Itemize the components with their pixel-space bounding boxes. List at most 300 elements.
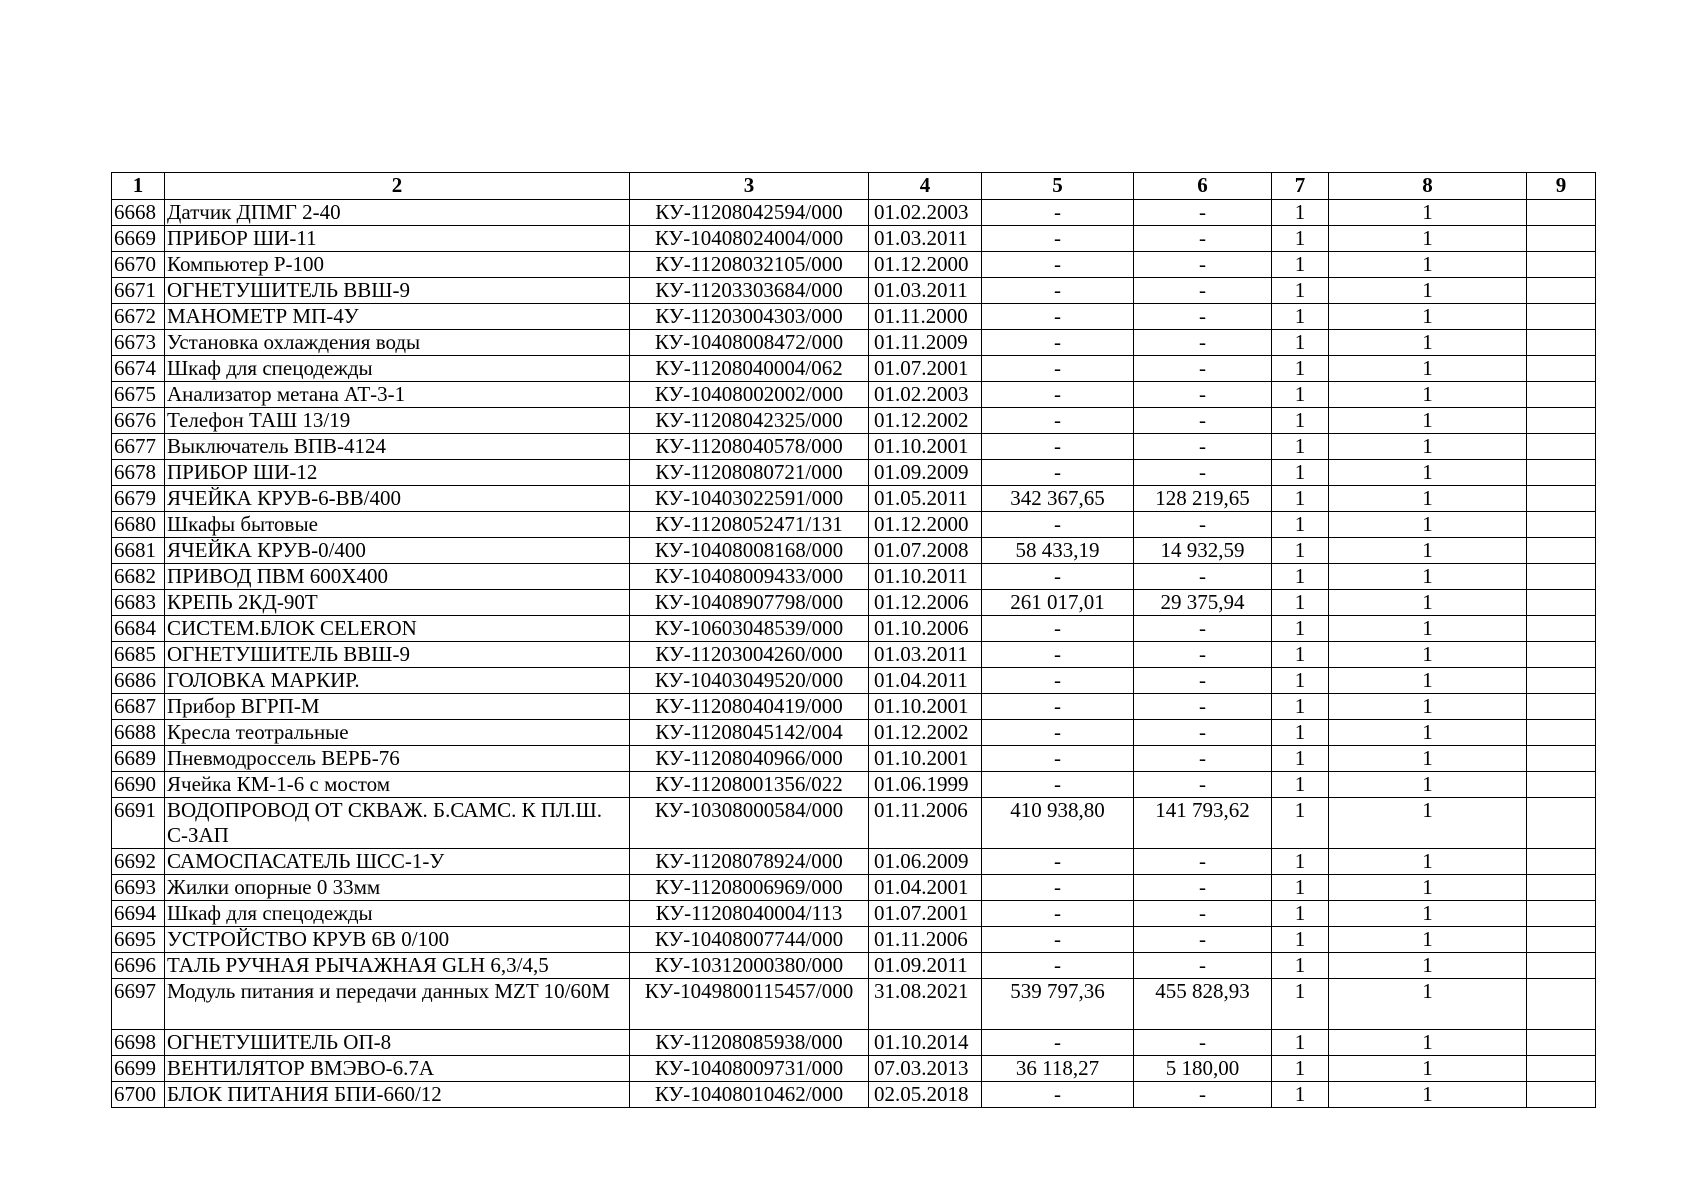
date: 01.12.2000 <box>869 512 982 538</box>
inventory-code: КУ-10408009731/000 <box>630 1056 869 1082</box>
value-col-6: 14 932,59 <box>1134 538 1272 564</box>
table-row <box>112 875 1596 901</box>
item-name: ОГНЕТУШИТЕЛЬ ВВШ-9 <box>165 278 630 304</box>
date: 01.03.2011 <box>869 278 982 304</box>
value-col-6: - <box>1134 849 1272 875</box>
value-col-5: - <box>982 953 1134 979</box>
value-col-8: 1 <box>1329 668 1527 694</box>
value-col-7: 1 <box>1272 564 1329 590</box>
item-name: КРЕПЬ 2КД-90Т <box>165 590 630 616</box>
inventory-code: КУ-11208040004/062 <box>630 356 869 382</box>
table-row <box>112 901 1596 927</box>
row-number: 6672 <box>112 304 165 330</box>
inventory-code: КУ-11208032105/000 <box>630 252 869 278</box>
inventory-code: КУ-11203004303/000 <box>630 304 869 330</box>
date: 01.07.2008 <box>869 538 982 564</box>
table-row <box>112 408 1596 434</box>
date: 01.12.2002 <box>869 408 982 434</box>
table-row <box>112 694 1596 720</box>
value-col-6: - <box>1134 460 1272 486</box>
column-header-9: 9 <box>1527 173 1596 200</box>
value-col-8: 1 <box>1329 875 1527 901</box>
value-col-8: 1 <box>1329 953 1527 979</box>
column-header-7: 7 <box>1272 173 1329 200</box>
row-number: 6691 <box>112 798 165 849</box>
item-name: САМОСПАСАТЕЛЬ ШСС-1-У <box>165 849 630 875</box>
value-col-7: 1 <box>1272 772 1329 798</box>
item-name: ТАЛЬ РУЧНАЯ РЫЧАЖНАЯ GLH 6,3/4,5 <box>165 953 630 979</box>
inventory-code: КУ-11208040578/000 <box>630 434 869 460</box>
table-row <box>112 382 1596 408</box>
value-col-5: - <box>982 901 1134 927</box>
date: 01.03.2011 <box>869 226 982 252</box>
value-col-5: - <box>982 668 1134 694</box>
item-name: Компьютер Р-100 <box>165 252 630 278</box>
item-name: ОГНЕТУШИТЕЛЬ ОП-8 <box>165 1030 630 1056</box>
value-col-8: 1 <box>1329 616 1527 642</box>
row-number: 6700 <box>112 1082 165 1108</box>
row-number: 6668 <box>112 200 165 226</box>
value-col-5: - <box>982 564 1134 590</box>
inventory-code: КУ-11208040004/113 <box>630 901 869 927</box>
date: 01.11.2006 <box>869 927 982 953</box>
value-col-9 <box>1527 434 1596 460</box>
value-col-7: 1 <box>1272 953 1329 979</box>
inventory-code: КУ-10408007744/000 <box>630 927 869 953</box>
value-col-7: 1 <box>1272 642 1329 668</box>
value-col-9 <box>1527 694 1596 720</box>
date: 01.10.2014 <box>869 1030 982 1056</box>
row-number: 6694 <box>112 901 165 927</box>
value-col-9 <box>1527 901 1596 927</box>
value-col-7: 1 <box>1272 1030 1329 1056</box>
table-row <box>112 772 1596 798</box>
value-col-5: - <box>982 304 1134 330</box>
value-col-7: 1 <box>1272 720 1329 746</box>
value-col-5: - <box>982 642 1134 668</box>
value-col-8: 1 <box>1329 538 1527 564</box>
row-number: 6697 <box>112 979 165 1030</box>
value-col-6: - <box>1134 875 1272 901</box>
date: 01.10.2001 <box>869 694 982 720</box>
date: 01.03.2011 <box>869 642 982 668</box>
value-col-8: 1 <box>1329 460 1527 486</box>
value-col-6: - <box>1134 668 1272 694</box>
item-name: ОГНЕТУШИТЕЛЬ ВВШ-9 <box>165 642 630 668</box>
value-col-8: 1 <box>1329 278 1527 304</box>
column-header-3: 3 <box>630 173 869 200</box>
value-col-9 <box>1527 564 1596 590</box>
table-row <box>112 953 1596 979</box>
value-col-5: - <box>982 200 1134 226</box>
row-number: 6699 <box>112 1056 165 1082</box>
row-number: 6690 <box>112 772 165 798</box>
value-col-8: 1 <box>1329 304 1527 330</box>
value-col-5: - <box>982 746 1134 772</box>
value-col-5: - <box>982 382 1134 408</box>
date: 31.08.2021 <box>869 979 982 1030</box>
item-name: ПРИБОР ШИ-12 <box>165 460 630 486</box>
value-col-6: - <box>1134 200 1272 226</box>
value-col-5: - <box>982 252 1134 278</box>
inventory-code: КУ-1049800115457/000 <box>630 979 869 1030</box>
value-col-8: 1 <box>1329 798 1527 849</box>
value-col-5: - <box>982 1030 1134 1056</box>
inventory-code: КУ-10312000380/000 <box>630 953 869 979</box>
value-col-6: - <box>1134 720 1272 746</box>
date: 01.10.2001 <box>869 746 982 772</box>
item-name: СИСТЕМ.БЛОК CELERON <box>165 616 630 642</box>
value-col-8: 1 <box>1329 1082 1527 1108</box>
row-number: 6678 <box>112 460 165 486</box>
value-col-8: 1 <box>1329 226 1527 252</box>
value-col-9 <box>1527 200 1596 226</box>
value-col-8: 1 <box>1329 720 1527 746</box>
value-col-5: - <box>982 720 1134 746</box>
value-col-7: 1 <box>1272 875 1329 901</box>
inventory-code: КУ-11208052471/131 <box>630 512 869 538</box>
value-col-7: 1 <box>1272 252 1329 278</box>
table-row <box>112 200 1596 226</box>
row-number: 6675 <box>112 382 165 408</box>
table-row <box>112 616 1596 642</box>
column-header-2: 2 <box>165 173 630 200</box>
date: 01.07.2001 <box>869 356 982 382</box>
table-row <box>112 460 1596 486</box>
inventory-code: КУ-11203004260/000 <box>630 642 869 668</box>
inventory-code: КУ-10408024004/000 <box>630 226 869 252</box>
value-col-7: 1 <box>1272 1056 1329 1082</box>
value-col-8: 1 <box>1329 408 1527 434</box>
value-col-6: - <box>1134 278 1272 304</box>
value-col-8: 1 <box>1329 252 1527 278</box>
value-col-7: 1 <box>1272 849 1329 875</box>
value-col-5: - <box>982 616 1134 642</box>
table-row <box>112 849 1596 875</box>
row-number: 6685 <box>112 642 165 668</box>
inventory-code: КУ-11203303684/000 <box>630 278 869 304</box>
date: 01.10.2006 <box>869 616 982 642</box>
inventory-code: КУ-11208001356/022 <box>630 772 869 798</box>
table-row <box>112 1082 1596 1108</box>
value-col-8: 1 <box>1329 590 1527 616</box>
row-number: 6686 <box>112 668 165 694</box>
date: 02.05.2018 <box>869 1082 982 1108</box>
value-col-7: 1 <box>1272 408 1329 434</box>
value-col-9 <box>1527 408 1596 434</box>
date: 01.12.2000 <box>869 252 982 278</box>
value-col-9 <box>1527 1082 1596 1108</box>
value-col-8: 1 <box>1329 356 1527 382</box>
item-name: ЯЧЕЙКА КРУВ-0/400 <box>165 538 630 564</box>
value-col-7: 1 <box>1272 538 1329 564</box>
row-number: 6669 <box>112 226 165 252</box>
row-number: 6698 <box>112 1030 165 1056</box>
inventory-code: КУ-11208042594/000 <box>630 200 869 226</box>
inventory-code: КУ-11208085938/000 <box>630 1030 869 1056</box>
item-name: МАНОМЕТР МП-4У <box>165 304 630 330</box>
date: 01.04.2011 <box>869 668 982 694</box>
item-name: Шкафы бытовые <box>165 512 630 538</box>
row-number: 6687 <box>112 694 165 720</box>
value-col-9 <box>1527 304 1596 330</box>
value-col-6: - <box>1134 382 1272 408</box>
inventory-code: КУ-10603048539/000 <box>630 616 869 642</box>
item-name: Анализатор метана АТ-3-1 <box>165 382 630 408</box>
item-name: Выключатель ВПВ-4124 <box>165 434 630 460</box>
item-name: Кресла теотральные <box>165 720 630 746</box>
inventory-code: КУ-10403022591/000 <box>630 486 869 512</box>
value-col-6: - <box>1134 304 1272 330</box>
item-name: ПРИБОР ШИ-11 <box>165 226 630 252</box>
value-col-6: - <box>1134 927 1272 953</box>
value-col-8: 1 <box>1329 330 1527 356</box>
date: 01.09.2011 <box>869 953 982 979</box>
value-col-7: 1 <box>1272 486 1329 512</box>
value-col-6: - <box>1134 746 1272 772</box>
value-col-5: 342 367,65 <box>982 486 1134 512</box>
value-col-8: 1 <box>1329 694 1527 720</box>
column-header-4: 4 <box>869 173 982 200</box>
value-col-9 <box>1527 330 1596 356</box>
value-col-8: 1 <box>1329 434 1527 460</box>
row-number: 6674 <box>112 356 165 382</box>
column-header-5: 5 <box>982 173 1134 200</box>
value-col-7: 1 <box>1272 512 1329 538</box>
value-col-6: - <box>1134 226 1272 252</box>
value-col-6: - <box>1134 434 1272 460</box>
value-col-7: 1 <box>1272 226 1329 252</box>
item-name: Шкаф для спецодежды <box>165 901 630 927</box>
inventory-code: КУ-11208040419/000 <box>630 694 869 720</box>
value-col-7: 1 <box>1272 382 1329 408</box>
inventory-table <box>111 172 1596 1108</box>
value-col-9 <box>1527 849 1596 875</box>
value-col-9 <box>1527 642 1596 668</box>
column-header-6: 6 <box>1134 173 1272 200</box>
column-header-1: 1 <box>112 173 165 200</box>
value-col-5: - <box>982 356 1134 382</box>
value-col-7: 1 <box>1272 927 1329 953</box>
date: 01.12.2002 <box>869 720 982 746</box>
row-number: 6681 <box>112 538 165 564</box>
date: 01.06.1999 <box>869 772 982 798</box>
row-number: 6677 <box>112 434 165 460</box>
value-col-9 <box>1527 875 1596 901</box>
inventory-code: КУ-10408008168/000 <box>630 538 869 564</box>
value-col-5: - <box>982 226 1134 252</box>
item-name: Пневмодроссель ВЕРБ-76 <box>165 746 630 772</box>
table-row <box>112 226 1596 252</box>
value-col-5: 539 797,36 <box>982 979 1134 1030</box>
date: 01.07.2001 <box>869 901 982 927</box>
row-number: 6688 <box>112 720 165 746</box>
value-col-7: 1 <box>1272 616 1329 642</box>
date: 01.04.2001 <box>869 875 982 901</box>
value-col-7: 1 <box>1272 200 1329 226</box>
date: 01.09.2009 <box>869 460 982 486</box>
header-row <box>112 173 1596 200</box>
value-col-7: 1 <box>1272 1082 1329 1108</box>
table-row <box>112 564 1596 590</box>
value-col-6: - <box>1134 901 1272 927</box>
table-row <box>112 434 1596 460</box>
value-col-9 <box>1527 927 1596 953</box>
date: 07.03.2013 <box>869 1056 982 1082</box>
value-col-5: - <box>982 330 1134 356</box>
value-col-6: - <box>1134 694 1272 720</box>
value-col-7: 1 <box>1272 356 1329 382</box>
value-col-6: 128 219,65 <box>1134 486 1272 512</box>
inventory-code: КУ-10408008472/000 <box>630 330 869 356</box>
value-col-7: 1 <box>1272 330 1329 356</box>
value-col-7: 1 <box>1272 979 1329 1030</box>
value-col-9 <box>1527 772 1596 798</box>
value-col-6: 29 375,94 <box>1134 590 1272 616</box>
value-col-8: 1 <box>1329 1030 1527 1056</box>
value-col-5: - <box>982 849 1134 875</box>
value-col-9 <box>1527 278 1596 304</box>
value-col-8: 1 <box>1329 642 1527 668</box>
inventory-code: КУ-10403049520/000 <box>630 668 869 694</box>
value-col-9 <box>1527 226 1596 252</box>
value-col-8: 1 <box>1329 486 1527 512</box>
value-col-6: - <box>1134 564 1272 590</box>
value-col-5: 58 433,19 <box>982 538 1134 564</box>
value-col-7: 1 <box>1272 668 1329 694</box>
row-number: 6684 <box>112 616 165 642</box>
table-row <box>112 252 1596 278</box>
inventory-code: КУ-11208040966/000 <box>630 746 869 772</box>
value-col-8: 1 <box>1329 200 1527 226</box>
row-number: 6671 <box>112 278 165 304</box>
value-col-7: 1 <box>1272 460 1329 486</box>
value-col-5: - <box>982 434 1134 460</box>
value-col-9 <box>1527 486 1596 512</box>
inventory-code: КУ-11208080721/000 <box>630 460 869 486</box>
value-col-8: 1 <box>1329 746 1527 772</box>
item-name: Прибор ВГРП-М <box>165 694 630 720</box>
item-name: Жилки опорные 0 33мм <box>165 875 630 901</box>
item-name: ЯЧЕЙКА КРУВ-6-ВВ/400 <box>165 486 630 512</box>
table-row <box>112 668 1596 694</box>
inventory-code: КУ-11208042325/000 <box>630 408 869 434</box>
value-col-7: 1 <box>1272 798 1329 849</box>
item-name: Ячейка КМ-1-6 с мостом <box>165 772 630 798</box>
value-col-7: 1 <box>1272 434 1329 460</box>
row-number: 6683 <box>112 590 165 616</box>
value-col-9 <box>1527 252 1596 278</box>
item-name: Телефон ТАШ 13/19 <box>165 408 630 434</box>
item-name: Установка охлаждения воды <box>165 330 630 356</box>
date: 01.11.2009 <box>869 330 982 356</box>
inventory-code: КУ-10408009433/000 <box>630 564 869 590</box>
value-col-5: - <box>982 408 1134 434</box>
value-col-9 <box>1527 746 1596 772</box>
date: 01.11.2000 <box>869 304 982 330</box>
row-number: 6676 <box>112 408 165 434</box>
row-number: 6695 <box>112 927 165 953</box>
item-name: ГОЛОВКА МАРКИР. <box>165 668 630 694</box>
item-name: Модуль питания и передачи данных MZT 10/60М <box>165 979 630 1030</box>
value-col-7: 1 <box>1272 590 1329 616</box>
item-name: ВЕНТИЛЯТОР ВМЭВО-6.7А <box>165 1056 630 1082</box>
value-col-5: - <box>982 927 1134 953</box>
table-row <box>112 979 1596 1030</box>
value-col-6: - <box>1134 408 1272 434</box>
inventory-code: КУ-11208006969/000 <box>630 875 869 901</box>
value-col-9 <box>1527 668 1596 694</box>
value-col-5: - <box>982 278 1134 304</box>
table-row <box>112 356 1596 382</box>
row-number: 6680 <box>112 512 165 538</box>
item-name: ПРИВОД ПВМ 600Х400 <box>165 564 630 590</box>
value-col-8: 1 <box>1329 1056 1527 1082</box>
value-col-9 <box>1527 1030 1596 1056</box>
table-row <box>112 278 1596 304</box>
date: 01.11.2006 <box>869 798 982 849</box>
value-col-9 <box>1527 953 1596 979</box>
table-row <box>112 746 1596 772</box>
row-number: 6673 <box>112 330 165 356</box>
value-col-9 <box>1527 590 1596 616</box>
item-name: Датчик ДПМГ 2-40 <box>165 200 630 226</box>
value-col-6: 455 828,93 <box>1134 979 1272 1030</box>
value-col-5: 36 118,27 <box>982 1056 1134 1082</box>
value-col-6: - <box>1134 1030 1272 1056</box>
value-col-5: - <box>982 1082 1134 1108</box>
item-name: Шкаф для спецодежды <box>165 356 630 382</box>
value-col-6: - <box>1134 772 1272 798</box>
value-col-5: - <box>982 875 1134 901</box>
value-col-6: - <box>1134 616 1272 642</box>
table-row <box>112 1056 1596 1082</box>
table-row <box>112 486 1596 512</box>
row-number: 6693 <box>112 875 165 901</box>
value-col-7: 1 <box>1272 694 1329 720</box>
item-name: ВОДОПРОВОД ОТ СКВАЖ. Б.САМС. К ПЛ.Ш. С-ЗАП <box>165 798 630 849</box>
value-col-6: - <box>1134 356 1272 382</box>
value-col-8: 1 <box>1329 901 1527 927</box>
item-name: БЛОК ПИТАНИЯ БПИ-660/12 <box>165 1082 630 1108</box>
row-number: 6670 <box>112 252 165 278</box>
value-col-5: - <box>982 772 1134 798</box>
date: 01.10.2001 <box>869 434 982 460</box>
table-row <box>112 512 1596 538</box>
value-col-6: 5 180,00 <box>1134 1056 1272 1082</box>
row-number: 6696 <box>112 953 165 979</box>
table-row <box>112 927 1596 953</box>
value-col-8: 1 <box>1329 512 1527 538</box>
table-row <box>112 590 1596 616</box>
value-col-6: - <box>1134 953 1272 979</box>
value-col-7: 1 <box>1272 304 1329 330</box>
value-col-5: - <box>982 694 1134 720</box>
table-row <box>112 720 1596 746</box>
value-col-9 <box>1527 616 1596 642</box>
value-col-9 <box>1527 979 1596 1030</box>
table-row <box>112 1030 1596 1056</box>
value-col-5: - <box>982 512 1134 538</box>
row-number: 6692 <box>112 849 165 875</box>
value-col-8: 1 <box>1329 979 1527 1030</box>
date: 01.02.2003 <box>869 382 982 408</box>
value-col-8: 1 <box>1329 772 1527 798</box>
date: 01.12.2006 <box>869 590 982 616</box>
value-col-9 <box>1527 720 1596 746</box>
value-col-8: 1 <box>1329 382 1527 408</box>
table-row <box>112 304 1596 330</box>
